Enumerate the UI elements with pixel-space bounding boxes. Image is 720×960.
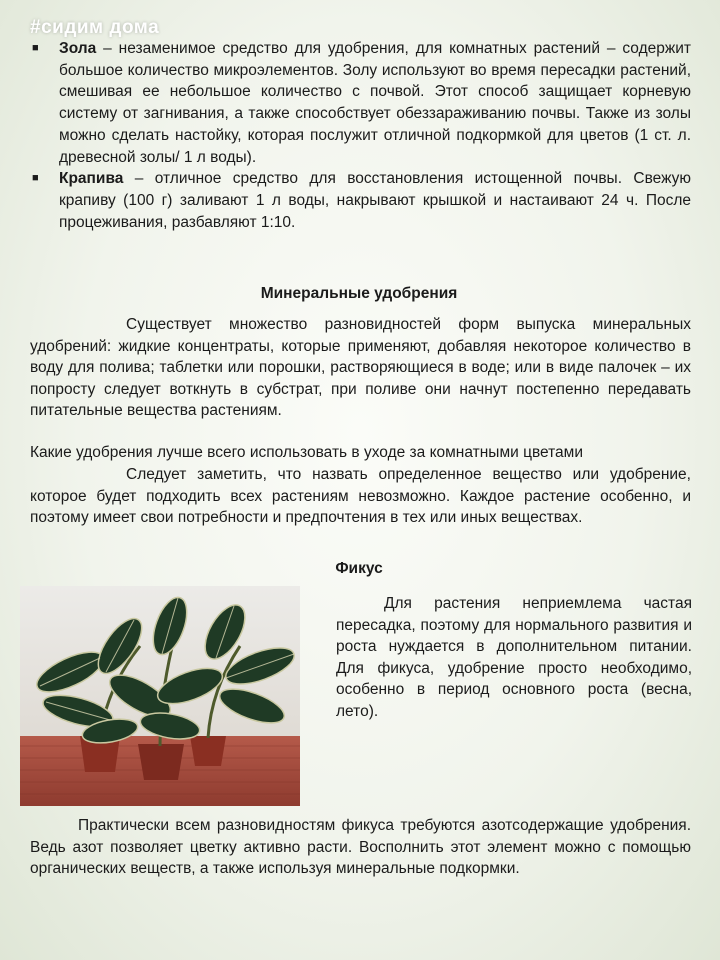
ficus-plant-illustration	[20, 586, 300, 806]
ficus-heading: Фикус	[335, 560, 383, 577]
ficus-photo	[20, 586, 300, 806]
mineral-paragraph: Существует множество разновидностей форм выпуска минеральных удобрений: жидкие концентраты, которые применяют, добавляя некоторое количество в воду для полива; таблетки или порошки, растворяющиеся в воде; или в виде палочек – их попросту следует воткнуть в субстрат, при поливе они начнут постепенно передавать питательные вещества растениям.	[30, 316, 691, 420]
mineral-note-paragraph: Следует заметить, что назвать определенное вещество или удобрение, которое будет подходить всех растениям невозможно. Каждое растение особенно, и поэтому имеет свои потребности и предпочтения в тех или иных веществах.	[30, 466, 691, 527]
bullet-term: Зола	[59, 40, 97, 57]
bullet-term: Крапива	[59, 170, 124, 188]
bullet-item-ash	[30, 38, 691, 168]
bullet-item-nettle	[30, 168, 691, 233]
bullet-text: – незаменимое средство для удобрения, для комнатных растений – содержит большое количество микроэлементов. Золу используют во время пересадки растений, смешивая ее небольшое количество с почвой. Этот способ защищает корневую систему от загнивания, а также способствует обеззараживанию почвы. Также из золы можно сделать настойку, которая послужит отличной подкормкой для цветов (1 ст. л. древесной золы/ 1 л воды).	[59, 40, 691, 166]
question-line: Какие удобрения лучше всего использовать в уходе за комнатными цветами	[30, 444, 583, 461]
ficus-description: Для растения неприемлема частая пересадка, поэтому для нормального развития и роста нуждается в дополнительном питании. Для фикуса, удобрение просто необходимо, особенно в период основного роста (весна, лето).	[336, 595, 692, 720]
hashtag-label: #сидим дома	[30, 17, 160, 38]
bullet-text: – отличное средство для восстановления истощенной почвы. Свежую крапиву (100 г) заливают 1 л воды, накрывают крышкой и настаивают 24 ч. После процеживания, разбавляют 1:10.	[59, 170, 691, 231]
fertilizer-bullet-list	[30, 38, 691, 233]
square-bullet-icon: ■	[32, 42, 39, 54]
ficus-nitrogen-paragraph: Практически всем разновидностям фикуса требуются азотсодержащие удобрения. Ведь азот позволяет цветку активно расти. Восполнить этот элемент можно с помощью органических веществ, а также используя минеральные подкормки.	[30, 817, 691, 878]
square-bullet-icon: ■	[32, 172, 39, 185]
mineral-heading: Минеральные удобрения	[260, 285, 458, 302]
